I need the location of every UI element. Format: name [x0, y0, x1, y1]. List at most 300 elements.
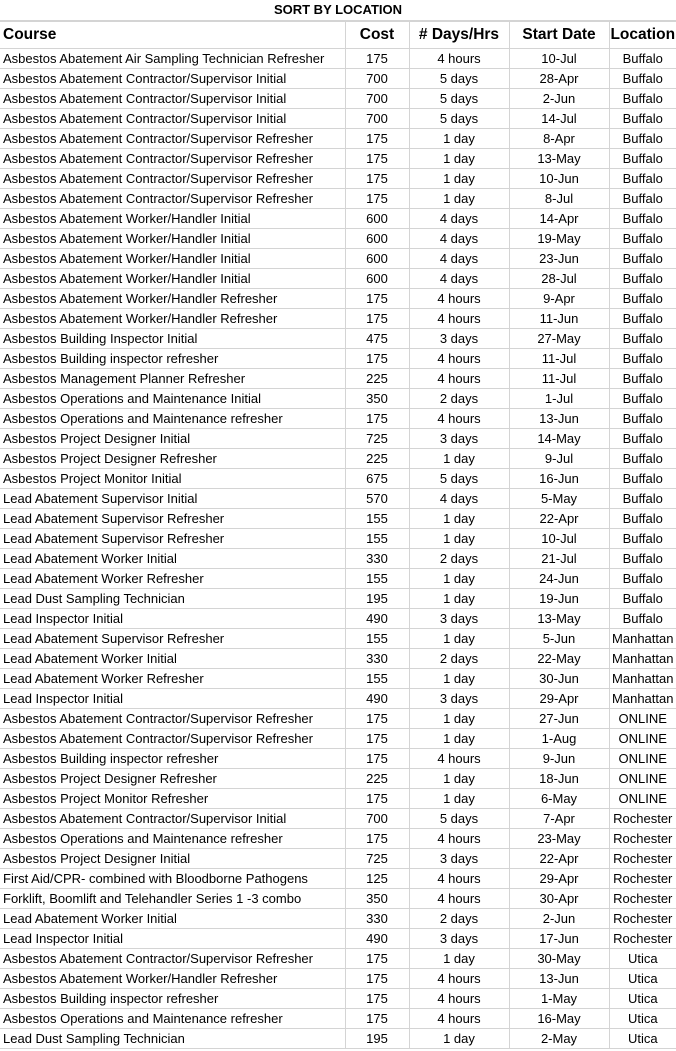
cell-course[interactable]: Lead Abatement Worker Refresher [0, 669, 345, 689]
cell-cost[interactable]: 700 [345, 69, 409, 89]
cell-course[interactable]: Asbestos Abatement Worker/Handler Refresher [0, 309, 345, 329]
table-row [0, 89, 676, 109]
cell-cost[interactable]: 155 [345, 629, 409, 649]
cell-course[interactable]: Lead Abatement Worker Initial [0, 909, 345, 929]
table-body [0, 49, 676, 1049]
cell-cost[interactable]: 175 [345, 969, 409, 989]
cell-cost[interactable]: 490 [345, 929, 409, 949]
table-row [0, 449, 676, 469]
cell-location[interactable]: Rochester [609, 809, 676, 829]
cell-days-hrs[interactable]: 4 hours [409, 989, 509, 1009]
table-row [0, 249, 676, 269]
cell-course[interactable]: Asbestos Operations and Maintenance Initial [0, 389, 345, 409]
cell-course[interactable]: Lead Abatement Supervisor Refresher [0, 509, 345, 529]
cell-cost[interactable]: 175 [345, 169, 409, 189]
table-row [0, 509, 676, 529]
cell-days-hrs[interactable]: 1 day [409, 729, 509, 749]
cell-start-date[interactable]: 30-Apr [509, 889, 609, 909]
cell-location[interactable]: ONLINE [609, 709, 676, 729]
cell-course[interactable]: Asbestos Abatement Worker/Handler Initial [0, 269, 345, 289]
cell-location[interactable]: Rochester [609, 929, 676, 949]
cell-days-hrs[interactable]: 4 days [409, 269, 509, 289]
cell-cost[interactable]: 570 [345, 489, 409, 509]
cell-cost[interactable]: 350 [345, 889, 409, 909]
cell-course[interactable]: Lead Abatement Worker Initial [0, 649, 345, 669]
cell-location[interactable]: Buffalo [609, 169, 676, 189]
cell-start-date[interactable]: 2-Jun [509, 909, 609, 929]
cell-course[interactable]: Asbestos Building Inspector Initial [0, 329, 345, 349]
cell-start-date[interactable]: 28-Apr [509, 69, 609, 89]
cell-course[interactable]: Asbestos Project Designer Initial [0, 429, 345, 449]
cell-start-date[interactable]: 10-Jul [509, 529, 609, 549]
cell-course[interactable]: Lead Inspector Initial [0, 609, 345, 629]
cell-course[interactable]: Asbestos Abatement Contractor/Supervisor Refresher [0, 189, 345, 209]
cell-cost[interactable]: 175 [345, 749, 409, 769]
cell-location[interactable]: Buffalo [609, 309, 676, 329]
table-row [0, 849, 676, 869]
cell-days-hrs[interactable]: 4 days [409, 209, 509, 229]
cell-cost[interactable]: 490 [345, 609, 409, 629]
cell-cost[interactable]: 155 [345, 529, 409, 549]
cell-location[interactable]: Rochester [609, 849, 676, 869]
cell-start-date[interactable]: 8-Apr [509, 129, 609, 149]
cell-days-hrs[interactable]: 1 day [409, 669, 509, 689]
table-row [0, 529, 676, 549]
cell-start-date[interactable]: 6-May [509, 789, 609, 809]
cell-start-date[interactable]: 11-Jun [509, 309, 609, 329]
cell-days-hrs[interactable]: 4 hours [409, 829, 509, 849]
cell-location[interactable]: Buffalo [609, 349, 676, 369]
table-row [0, 309, 676, 329]
cell-cost[interactable]: 700 [345, 109, 409, 129]
table-row [0, 289, 676, 309]
table-row [0, 709, 676, 729]
cell-location[interactable]: Buffalo [609, 289, 676, 309]
cell-course[interactable]: Asbestos Abatement Contractor/Supervisor Initial [0, 809, 345, 829]
cell-course[interactable]: Asbestos Abatement Contractor/Supervisor Initial [0, 109, 345, 129]
cell-days-hrs[interactable]: 4 days [409, 229, 509, 249]
table-row [0, 429, 676, 449]
cell-cost[interactable]: 175 [345, 189, 409, 209]
cell-course[interactable]: Asbestos Abatement Worker/Handler Initial [0, 229, 345, 249]
table-row [0, 169, 676, 189]
header-course[interactable]: Course [0, 22, 345, 49]
cell-location[interactable]: Manhattan [609, 689, 676, 709]
table-row [0, 829, 676, 849]
cell-course[interactable]: Forklift, Boomlift and Telehandler Series 1 -3 combo [0, 889, 345, 909]
cell-location[interactable]: Buffalo [609, 529, 676, 549]
cell-location[interactable]: Buffalo [609, 569, 676, 589]
table-row [0, 1029, 676, 1049]
cell-days-hrs[interactable]: 1 day [409, 129, 509, 149]
cell-cost[interactable]: 175 [345, 729, 409, 749]
cell-days-hrs[interactable]: 1 day [409, 589, 509, 609]
cell-cost[interactable]: 155 [345, 569, 409, 589]
cell-days-hrs[interactable]: 3 days [409, 929, 509, 949]
cell-start-date[interactable]: 14-Jul [509, 109, 609, 129]
cell-cost[interactable]: 225 [345, 769, 409, 789]
cell-start-date[interactable]: 13-Jun [509, 409, 609, 429]
table-row [0, 769, 676, 789]
cell-days-hrs[interactable]: 4 hours [409, 309, 509, 329]
table-row [0, 109, 676, 129]
cell-location[interactable]: Buffalo [609, 249, 676, 269]
cell-start-date[interactable]: 1-Jul [509, 389, 609, 409]
cell-start-date[interactable]: 30-May [509, 949, 609, 969]
cell-days-hrs[interactable]: 2 days [409, 549, 509, 569]
cell-cost[interactable]: 175 [345, 989, 409, 1009]
cell-course[interactable]: Asbestos Abatement Contractor/Supervisor Initial [0, 69, 345, 89]
cell-cost[interactable]: 125 [345, 869, 409, 889]
cell-start-date[interactable]: 23-Jun [509, 249, 609, 269]
table-row [0, 329, 676, 349]
cell-start-date[interactable]: 5-Jun [509, 629, 609, 649]
cell-start-date[interactable]: 18-Jun [509, 769, 609, 789]
table-row [0, 669, 676, 689]
cell-days-hrs[interactable]: 1 day [409, 769, 509, 789]
cell-days-hrs[interactable]: 1 day [409, 949, 509, 969]
cell-course[interactable]: Asbestos Project Designer Initial [0, 849, 345, 869]
cell-start-date[interactable]: 27-Jun [509, 709, 609, 729]
cell-cost[interactable]: 175 [345, 829, 409, 849]
cell-start-date[interactable]: 22-Apr [509, 509, 609, 529]
cell-cost[interactable]: 175 [345, 349, 409, 369]
cell-days-hrs[interactable]: 1 day [409, 529, 509, 549]
cell-cost[interactable]: 330 [345, 549, 409, 569]
cell-course[interactable]: Asbestos Operations and Maintenance refresher [0, 829, 345, 849]
table-row [0, 209, 676, 229]
cell-days-hrs[interactable]: 1 day [409, 509, 509, 529]
cell-course[interactable]: Asbestos Operations and Maintenance refresher [0, 1009, 345, 1029]
header-days-hrs[interactable]: # Days/Hrs [409, 22, 509, 49]
cell-days-hrs[interactable]: 4 hours [409, 869, 509, 889]
cell-days-hrs[interactable]: 4 hours [409, 1009, 509, 1029]
cell-cost[interactable]: 330 [345, 649, 409, 669]
cell-course[interactable]: Lead Abatement Supervisor Initial [0, 489, 345, 509]
cell-location[interactable]: Buffalo [609, 49, 676, 69]
cell-location[interactable]: Buffalo [609, 369, 676, 389]
cell-course[interactable]: Asbestos Abatement Worker/Handler Initial [0, 249, 345, 269]
cell-days-hrs[interactable]: 1 day [409, 1029, 509, 1049]
cell-location[interactable]: Utica [609, 1029, 676, 1049]
cell-cost[interactable]: 155 [345, 669, 409, 689]
cell-days-hrs[interactable]: 2 days [409, 389, 509, 409]
cell-start-date[interactable]: 27-May [509, 329, 609, 349]
cell-days-hrs[interactable]: 4 hours [409, 49, 509, 69]
cell-location[interactable]: ONLINE [609, 769, 676, 789]
cell-start-date[interactable]: 10-Jul [509, 49, 609, 69]
cell-cost[interactable]: 175 [345, 149, 409, 169]
cell-days-hrs[interactable]: 5 days [409, 809, 509, 829]
cell-location[interactable]: Buffalo [609, 449, 676, 469]
cell-days-hrs[interactable]: 3 days [409, 849, 509, 869]
cell-days-hrs[interactable]: 1 day [409, 189, 509, 209]
cell-location[interactable]: ONLINE [609, 749, 676, 769]
cell-location[interactable]: Buffalo [609, 189, 676, 209]
cell-location[interactable]: Utica [609, 989, 676, 1009]
cell-start-date[interactable]: 10-Jun [509, 169, 609, 189]
cell-start-date[interactable]: 21-Jul [509, 549, 609, 569]
table-row [0, 569, 676, 589]
cell-days-hrs[interactable]: 4 hours [409, 349, 509, 369]
cell-location[interactable]: Manhattan [609, 649, 676, 669]
cell-location[interactable]: Buffalo [609, 609, 676, 629]
table-row [0, 369, 676, 389]
cell-start-date[interactable]: 14-May [509, 429, 609, 449]
course-table [0, 21, 676, 1049]
cell-days-hrs[interactable]: 1 day [409, 449, 509, 469]
cell-course[interactable]: Asbestos Abatement Contractor/Supervisor Refresher [0, 129, 345, 149]
cell-location[interactable]: Rochester [609, 909, 676, 929]
table-row [0, 609, 676, 629]
table-row [0, 1009, 676, 1029]
cell-course[interactable]: Lead Abatement Worker Initial [0, 549, 345, 569]
cell-cost[interactable]: 175 [345, 289, 409, 309]
table-row [0, 229, 676, 249]
cell-cost[interactable]: 175 [345, 309, 409, 329]
table-row [0, 689, 676, 709]
header-cost[interactable]: Cost [345, 22, 409, 49]
cell-course[interactable]: Asbestos Abatement Air Sampling Technician Refresher [0, 49, 345, 69]
cell-days-hrs[interactable]: 3 days [409, 609, 509, 629]
cell-location[interactable]: ONLINE [609, 729, 676, 749]
cell-start-date[interactable]: 16-May [509, 1009, 609, 1029]
cell-location[interactable]: Utica [609, 949, 676, 969]
cell-cost[interactable]: 175 [345, 129, 409, 149]
cell-cost[interactable]: 175 [345, 789, 409, 809]
cell-cost[interactable]: 175 [345, 49, 409, 69]
cell-start-date[interactable]: 9-Apr [509, 289, 609, 309]
cell-cost[interactable]: 350 [345, 389, 409, 409]
cell-course[interactable]: Asbestos Abatement Worker/Handler Refresher [0, 969, 345, 989]
cell-course[interactable]: Asbestos Abatement Worker/Handler Refresher [0, 289, 345, 309]
cell-days-hrs[interactable]: 1 day [409, 789, 509, 809]
table-row [0, 929, 676, 949]
cell-location[interactable]: Buffalo [609, 109, 676, 129]
cell-start-date[interactable]: 11-Jul [509, 349, 609, 369]
cell-cost[interactable]: 195 [345, 1029, 409, 1049]
cell-location[interactable]: Buffalo [609, 129, 676, 149]
cell-course[interactable]: First Aid/CPR- combined with Bloodborne Pathogens [0, 869, 345, 889]
cell-start-date[interactable]: 2-Jun [509, 89, 609, 109]
cell-location[interactable]: Buffalo [609, 229, 676, 249]
cell-location[interactable]: Buffalo [609, 329, 676, 349]
table-row [0, 909, 676, 929]
cell-location[interactable]: Buffalo [609, 269, 676, 289]
cell-start-date[interactable]: 14-Apr [509, 209, 609, 229]
table-row [0, 889, 676, 909]
header-start-date[interactable]: Start Date [509, 22, 609, 49]
cell-start-date[interactable]: 28-Jul [509, 269, 609, 289]
cell-days-hrs[interactable]: 4 days [409, 249, 509, 269]
cell-days-hrs[interactable]: 4 hours [409, 889, 509, 909]
table-row [0, 809, 676, 829]
cell-days-hrs[interactable]: 3 days [409, 689, 509, 709]
cell-course[interactable]: Lead Dust Sampling Technician [0, 589, 345, 609]
table-row [0, 269, 676, 289]
table-row [0, 69, 676, 89]
cell-start-date[interactable]: 13-Jun [509, 969, 609, 989]
sheet-title-row[interactable] [0, 0, 676, 21]
cell-course[interactable]: Asbestos Abatement Worker/Handler Initial [0, 209, 345, 229]
cell-location[interactable]: ONLINE [609, 789, 676, 809]
cell-start-date[interactable]: 1-May [509, 989, 609, 1009]
table-row [0, 949, 676, 969]
cell-course[interactable]: Asbestos Project Designer Refresher [0, 449, 345, 469]
cell-location[interactable]: Buffalo [609, 489, 676, 509]
cell-cost[interactable]: 225 [345, 449, 409, 469]
cell-location[interactable]: Buffalo [609, 149, 676, 169]
cell-course[interactable]: Asbestos Project Designer Refresher [0, 769, 345, 789]
cell-course[interactable]: Asbestos Building inspector refresher [0, 989, 345, 1009]
cell-course[interactable]: Lead Inspector Initial [0, 929, 345, 949]
cell-days-hrs[interactable]: 4 hours [409, 289, 509, 309]
cell-days-hrs[interactable]: 1 day [409, 169, 509, 189]
cell-course[interactable]: Asbestos Project Monitor Initial [0, 469, 345, 489]
cell-start-date[interactable]: 22-May [509, 649, 609, 669]
cell-days-hrs[interactable]: 5 days [409, 89, 509, 109]
cell-cost[interactable]: 675 [345, 469, 409, 489]
cell-cost[interactable]: 175 [345, 1009, 409, 1029]
table-row [0, 589, 676, 609]
cell-location[interactable]: Rochester [609, 889, 676, 909]
cell-course[interactable]: Lead Abatement Worker Refresher [0, 569, 345, 589]
cell-cost[interactable]: 155 [345, 509, 409, 529]
cell-cost[interactable]: 600 [345, 209, 409, 229]
cell-days-hrs[interactable]: 5 days [409, 69, 509, 89]
cell-location[interactable]: Utica [609, 969, 676, 989]
table-row [0, 489, 676, 509]
cell-days-hrs[interactable]: 1 day [409, 569, 509, 589]
cell-cost[interactable]: 195 [345, 589, 409, 609]
cell-cost[interactable]: 725 [345, 849, 409, 869]
cell-location[interactable]: Rochester [609, 829, 676, 849]
cell-cost[interactable]: 225 [345, 369, 409, 389]
cell-days-hrs[interactable]: 3 days [409, 329, 509, 349]
cell-location[interactable]: Buffalo [609, 209, 676, 229]
cell-location[interactable]: Buffalo [609, 509, 676, 529]
cell-start-date[interactable]: 17-Jun [509, 929, 609, 949]
cell-location[interactable]: Buffalo [609, 469, 676, 489]
cell-start-date[interactable]: 29-Apr [509, 689, 609, 709]
cell-cost[interactable]: 600 [345, 229, 409, 249]
cell-days-hrs[interactable]: 1 day [409, 629, 509, 649]
table-row [0, 129, 676, 149]
cell-location[interactable]: Buffalo [609, 549, 676, 569]
cell-days-hrs[interactable]: 4 hours [409, 969, 509, 989]
table-row [0, 729, 676, 749]
cell-location[interactable]: Buffalo [609, 389, 676, 409]
cell-course[interactable]: Asbestos Abatement Contractor/Supervisor Refresher [0, 169, 345, 189]
cell-location[interactable]: Buffalo [609, 89, 676, 109]
cell-cost[interactable]: 700 [345, 89, 409, 109]
table-row [0, 149, 676, 169]
cell-course[interactable]: Asbestos Management Planner Refresher [0, 369, 345, 389]
cell-days-hrs[interactable]: 2 days [409, 649, 509, 669]
cell-course[interactable]: Lead Abatement Supervisor Refresher [0, 529, 345, 549]
header-location[interactable]: Location [609, 22, 676, 49]
cell-days-hrs[interactable]: 5 days [409, 109, 509, 129]
cell-start-date[interactable]: 24-Jun [509, 569, 609, 589]
cell-cost[interactable]: 490 [345, 689, 409, 709]
table-row [0, 49, 676, 69]
cell-start-date[interactable]: 22-Apr [509, 849, 609, 869]
cell-course[interactable]: Asbestos Abatement Contractor/Supervisor Refresher [0, 149, 345, 169]
cell-start-date[interactable]: 29-Apr [509, 869, 609, 889]
cell-start-date[interactable]: 13-May [509, 609, 609, 629]
header-row [0, 22, 676, 49]
cell-days-hrs[interactable]: 2 days [409, 909, 509, 929]
cell-start-date[interactable]: 9-Jul [509, 449, 609, 469]
cell-cost[interactable]: 330 [345, 909, 409, 929]
cell-location[interactable]: Buffalo [609, 589, 676, 609]
cell-days-hrs[interactable]: 4 hours [409, 369, 509, 389]
cell-course[interactable]: Asbestos Abatement Contractor/Supervisor Refresher [0, 729, 345, 749]
sheet-title: SORT BY LOCATION [273, 2, 403, 17]
cell-start-date[interactable]: 30-Jun [509, 669, 609, 689]
cell-location[interactable]: Manhattan [609, 629, 676, 649]
cell-cost[interactable]: 600 [345, 249, 409, 269]
cell-cost[interactable]: 725 [345, 429, 409, 449]
cell-location[interactable]: Buffalo [609, 409, 676, 429]
cell-location[interactable]: Buffalo [609, 429, 676, 449]
cell-days-hrs[interactable]: 4 hours [409, 749, 509, 769]
cell-location[interactable]: Manhattan [609, 669, 676, 689]
cell-cost[interactable]: 175 [345, 949, 409, 969]
cell-start-date[interactable]: 19-May [509, 229, 609, 249]
cell-start-date[interactable]: 2-May [509, 1029, 609, 1049]
cell-start-date[interactable]: 1-Aug [509, 729, 609, 749]
cell-location[interactable]: Utica [609, 1009, 676, 1029]
cell-course[interactable]: Lead Abatement Supervisor Refresher [0, 629, 345, 649]
table-row [0, 189, 676, 209]
cell-cost[interactable]: 600 [345, 269, 409, 289]
cell-course[interactable]: Asbestos Building inspector refresher [0, 349, 345, 369]
cell-days-hrs[interactable]: 1 day [409, 149, 509, 169]
cell-course[interactable]: Lead Inspector Initial [0, 689, 345, 709]
table-row [0, 549, 676, 569]
cell-days-hrs[interactable]: 4 hours [409, 409, 509, 429]
cell-start-date[interactable]: 19-Jun [509, 589, 609, 609]
table-row [0, 349, 676, 369]
cell-start-date[interactable]: 9-Jun [509, 749, 609, 769]
cell-cost[interactable]: 175 [345, 409, 409, 429]
cell-course[interactable]: Asbestos Building inspector refresher [0, 749, 345, 769]
cell-start-date[interactable]: 11-Jul [509, 369, 609, 389]
cell-course[interactable]: Asbestos Abatement Contractor/Supervisor Refresher [0, 709, 345, 729]
cell-location[interactable]: Rochester [609, 869, 676, 889]
cell-days-hrs[interactable]: 1 day [409, 709, 509, 729]
cell-course[interactable]: Lead Dust Sampling Technician [0, 1029, 345, 1049]
cell-location[interactable]: Buffalo [609, 69, 676, 89]
cell-start-date[interactable]: 13-May [509, 149, 609, 169]
cell-days-hrs[interactable]: 4 days [409, 489, 509, 509]
cell-start-date[interactable]: 23-May [509, 829, 609, 849]
cell-days-hrs[interactable]: 3 days [409, 429, 509, 449]
cell-course[interactable]: Asbestos Project Monitor Refresher [0, 789, 345, 809]
cell-start-date[interactable]: 5-May [509, 489, 609, 509]
cell-cost[interactable]: 175 [345, 709, 409, 729]
cell-cost[interactable]: 700 [345, 809, 409, 829]
cell-start-date[interactable]: 16-Jun [509, 469, 609, 489]
cell-course[interactable]: Asbestos Operations and Maintenance refresher [0, 409, 345, 429]
cell-course[interactable]: Asbestos Abatement Contractor/Supervisor Refresher [0, 949, 345, 969]
cell-course[interactable]: Asbestos Abatement Contractor/Supervisor Initial [0, 89, 345, 109]
cell-cost[interactable]: 475 [345, 329, 409, 349]
cell-start-date[interactable]: 8-Jul [509, 189, 609, 209]
cell-start-date[interactable]: 7-Apr [509, 809, 609, 829]
cell-days-hrs[interactable]: 5 days [409, 469, 509, 489]
